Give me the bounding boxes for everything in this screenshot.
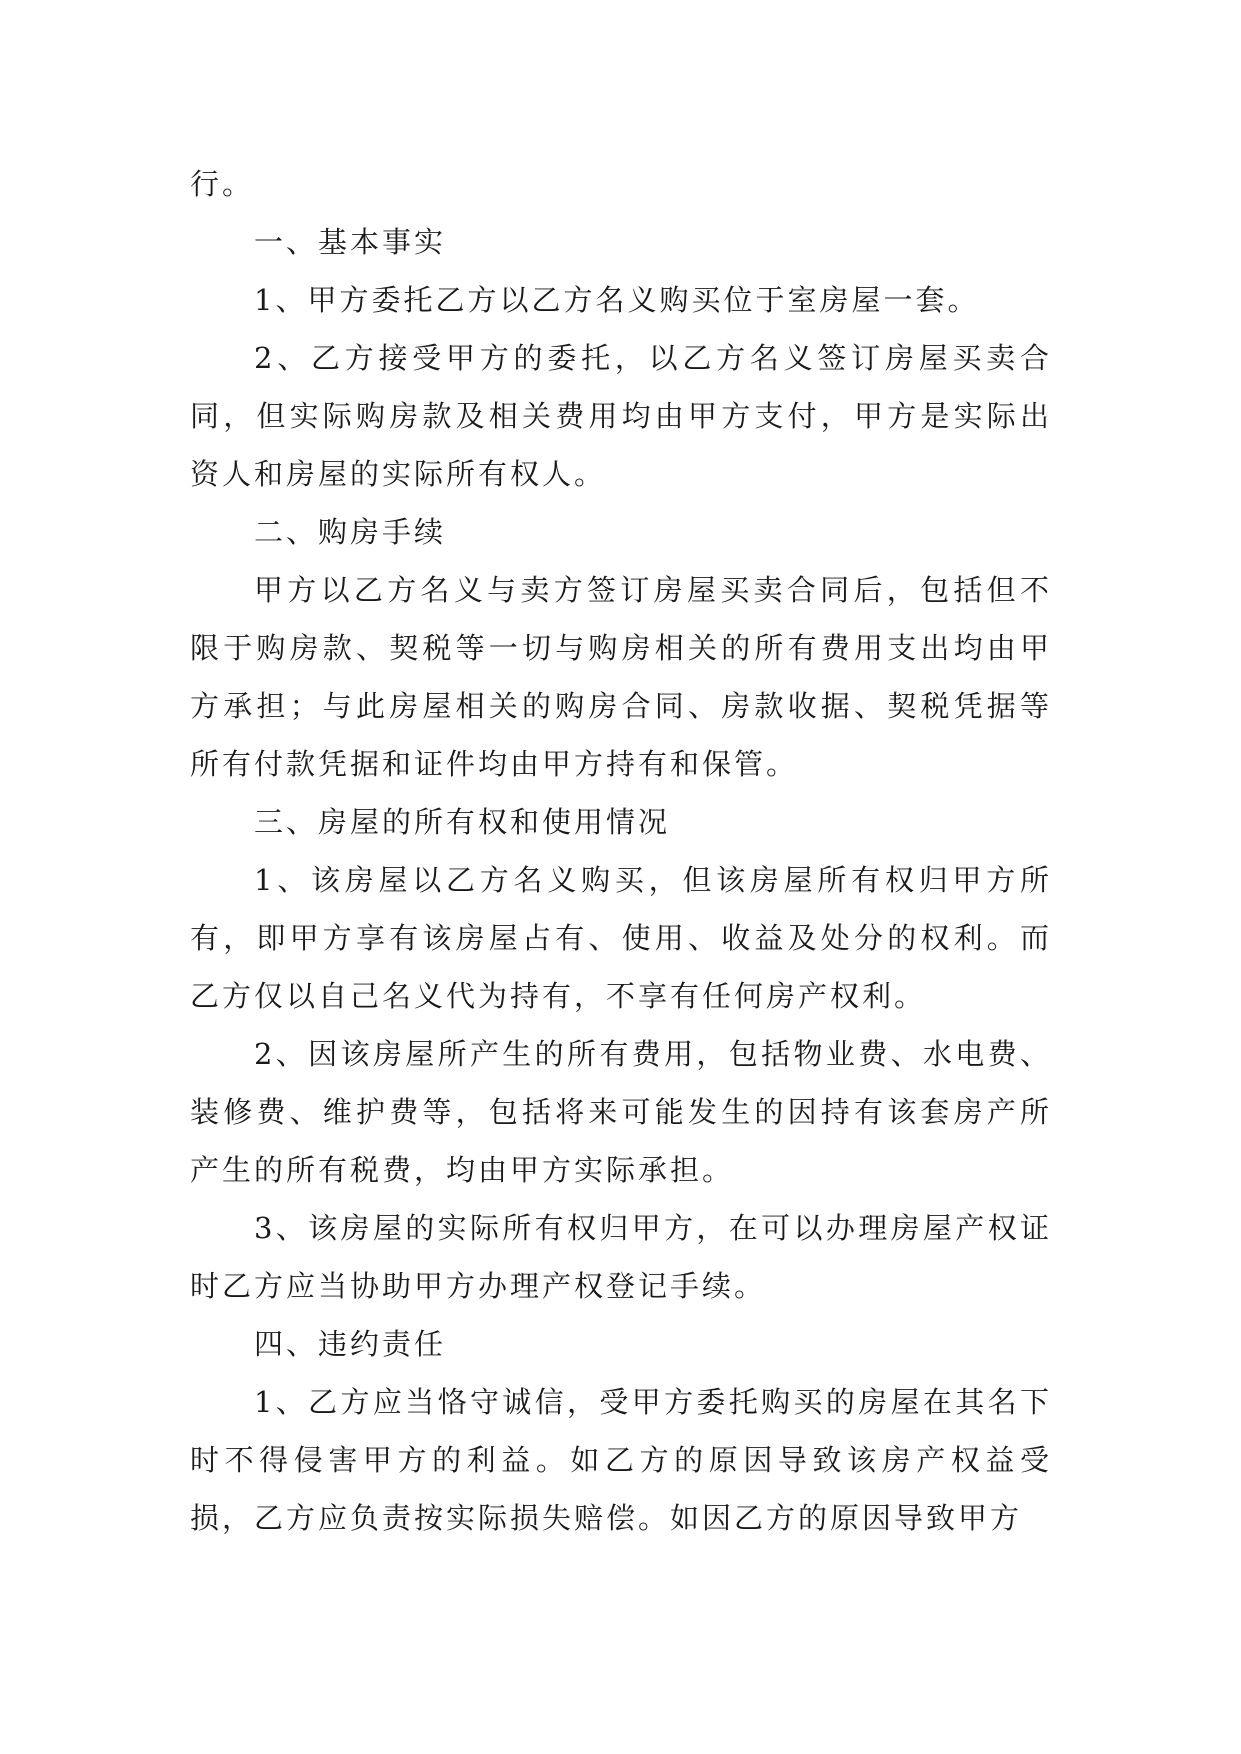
clause-3-3: 3、该房屋的实际所有权归甲方，在可以办理房屋产权证时乙方应当协助甲方办理产权登记手续。 — [190, 1211, 1052, 1303]
clause-3-2: 2、因该房屋所产生的所有费用，包括物业费、水电费、装修费、维护费等，包括将来可能发生的因持有该套房产所产生的所有税费，均由甲方实际承担。 — [190, 1037, 1052, 1187]
paragraph-continuation: 行。 — [190, 167, 255, 201]
clause-3-1: 1、该房屋以乙方名义购买，但该房屋所有权归甲方所有，即甲方享有该房屋占有、使用、收益及处分的权利。而乙方仅以自己名义代为持有，不享有任何房产权利。 — [190, 863, 1052, 1013]
document-page — [190, 155, 1052, 1547]
section-heading-liability: 四、违约责任 — [254, 1327, 447, 1361]
clause-1-1: 1、甲方委托乙方以乙方名义购买位于室房屋一套。 — [254, 283, 980, 317]
section-heading-ownership: 三、房屋的所有权和使用情况 — [254, 805, 671, 839]
clause-1-2: 2、乙方接受甲方的委托，以乙方名义签订房屋买卖合同，但实际购房款及相关费用均由甲方支付，甲方是实际出资人和房屋的实际所有权人。 — [190, 341, 1052, 491]
clause-2-body: 甲方以乙方名义与卖方签订房屋买卖合同后，包括但不限于购房款、契税等一切与购房相关的所有费用支出均由甲方承担；与此房屋相关的购房合同、房款收据、契税凭据等所有付款凭据和证件均由甲方持有和保管。 — [190, 573, 1052, 781]
section-heading-basic-facts: 一、基本事实 — [254, 225, 447, 259]
section-heading-purchase-procedure: 二、购房手续 — [254, 515, 447, 549]
clause-4-1: 1、乙方应当恪守诚信，受甲方委托购买的房屋在其名下时不得侵害甲方的利益。如乙方的原因导致该房产权益受损，乙方应负责按实际损失赔偿。如因乙方的原因导致甲方 — [190, 1385, 1052, 1535]
